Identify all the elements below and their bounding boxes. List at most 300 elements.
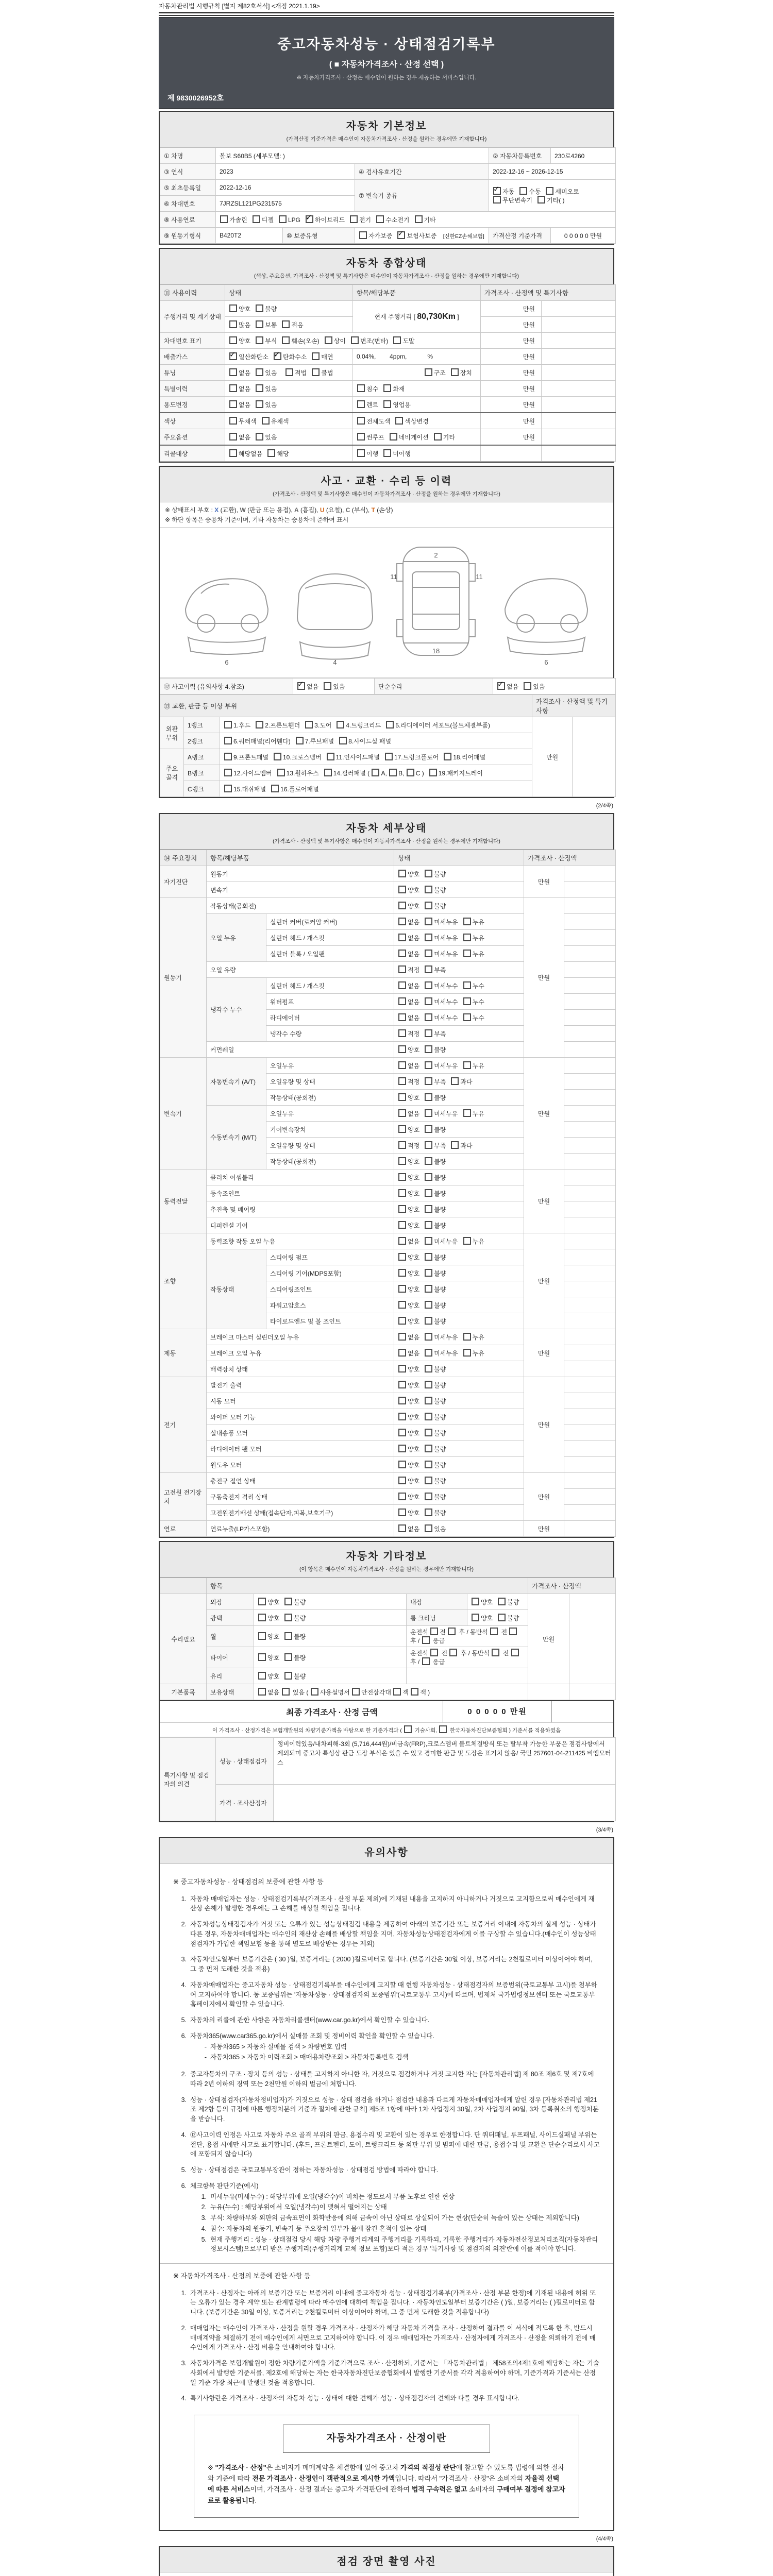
checkbox-미세누유[interactable]: 미세누유 bbox=[424, 1110, 458, 1117]
checkbox-적정[interactable]: 적정 bbox=[398, 1030, 419, 1038]
checkbox-panel-7.루브패널[interactable]: 7.루브패널 bbox=[295, 738, 334, 745]
checkbox-양호[interactable]: 양호 bbox=[398, 1126, 419, 1133]
blank-cell bbox=[564, 1297, 616, 1313]
checkbox-없음[interactable]: 없음 bbox=[398, 1062, 419, 1070]
blank-cell bbox=[564, 1042, 616, 1058]
checkbox-있음[interactable]: 있음 bbox=[255, 369, 277, 377]
checkbox-디젤[interactable]: 디젤 bbox=[252, 216, 274, 224]
checkbox-누수[interactable]: 누수 bbox=[463, 998, 484, 1006]
checkbox-양호[interactable]: 양호 bbox=[398, 1222, 419, 1229]
section-detail-state bbox=[159, 813, 614, 1538]
checkbox-panel-1.후드[interactable]: 1.후드 bbox=[224, 722, 250, 729]
state-cell bbox=[225, 413, 353, 429]
checkbox-없음[interactable]: 없음 bbox=[229, 369, 250, 377]
checkbox[interactable] bbox=[422, 1657, 430, 1665]
section-header bbox=[160, 112, 613, 147]
checkbox-양호[interactable]: 양호 bbox=[398, 1174, 419, 1181]
row-label: 차대번호 표기 bbox=[160, 333, 225, 349]
checkbox-일산화탄소[interactable]: ✓ 일산화탄소 bbox=[229, 353, 268, 361]
blank-cell bbox=[542, 349, 616, 365]
checkbox-양호[interactable]: 양호 bbox=[398, 1414, 419, 1421]
checkbox-양호[interactable]: 양호 bbox=[471, 1615, 493, 1622]
checkbox-panel-8.사이드실 패널[interactable]: 8.사이드실 패널 bbox=[339, 738, 391, 745]
checkbox-누유[interactable]: 누유 bbox=[463, 951, 484, 958]
section-title: 자동차 기본정보 bbox=[346, 121, 427, 132]
notice-item-text: 매매업자는 매수인이 가격조사 · 산정을 원할 경우 가격조사 · 산정자가 해당 자동차 가격을 조사 · 산정하여 결과를 이 서식에 적도록 한 후, 반드시 매매계약을 체결하기 전에 매수인에게 서면으로 고지하여야 합니다. 이 경우 매매업자는 가격조사 · 산정자에게 가격조사 · 산정을 의뢰하기 전에 매수인에게 가격조사 · 산정 비용을 안내하여야 합니다. bbox=[190, 2324, 596, 2351]
notice-item-text: 가격조사 · 산정자는 아래의 보증기간 또는 보증거리 이내에 중고자동차 성능 · 상태점검기록부(가격조사 · 산정 부분 한정)에 기재된 내용에 허위 또는 오류가 있는 경우 계약 또는 관계법령에 따라 매수인에 대하여 책임을 집니다. · 자동차인도일부터 보증기간은 ( )일, 보증거리는 ( )킬로미터로 합니다. (보증기간은 30일 이상, 보증거리는 2천킬로미터 이상이어야 하며, 그 중 먼저 도래한 것을 적용합니다) bbox=[190, 2289, 596, 2316]
checkbox-미세누유[interactable]: 미세누유 bbox=[424, 1238, 458, 1245]
checkbox-불량[interactable]: 불량 bbox=[424, 1414, 446, 1421]
checkbox-가솔린[interactable]: 가솔린 bbox=[220, 216, 247, 224]
checkbox-누유[interactable]: 누유 bbox=[463, 935, 484, 942]
checkbox-불량[interactable]: 불량 bbox=[424, 1398, 446, 1405]
notice-item bbox=[173, 1894, 600, 1914]
checkbox-변조(변타)[interactable]: 변조(변타) bbox=[350, 337, 388, 345]
checkbox-LPG[interactable]: LPG bbox=[278, 216, 300, 224]
checkbox-불량[interactable]: 불량 bbox=[424, 1366, 446, 1373]
checkbox-불량[interactable]: 불량 bbox=[284, 1599, 306, 1606]
blank-cell bbox=[564, 914, 616, 930]
accident-history-label: ⑫ 사고이력 (유의사항 4.참조) bbox=[160, 679, 293, 694]
checkbox-양호[interactable]: 양호 bbox=[398, 1462, 419, 1469]
checkbox-부식[interactable]: 부식 bbox=[255, 337, 277, 345]
blank-cell bbox=[564, 1185, 616, 1201]
state-cell bbox=[467, 1594, 528, 1610]
checkbox-불량[interactable]: 불량 bbox=[284, 1654, 306, 1662]
checkbox-양호[interactable]: 양호 bbox=[398, 1366, 419, 1373]
checkbox[interactable] bbox=[449, 1649, 457, 1656]
checkbox-유채색[interactable]: 유채색 bbox=[261, 418, 289, 425]
checkbox-양호[interactable]: 양호 bbox=[398, 1190, 419, 1197]
checkbox-불량[interactable]: 불량 bbox=[424, 1254, 446, 1261]
checkbox-불량[interactable]: 불량 bbox=[424, 1190, 446, 1197]
checkbox-누수[interactable]: 누수 bbox=[463, 982, 484, 990]
field-value-car-name: 볼보 S60B5 (세부모델: ) bbox=[216, 148, 489, 164]
checkbox-불량[interactable]: 불량 bbox=[284, 1633, 306, 1640]
checkbox-불량[interactable]: 불량 bbox=[424, 1094, 446, 1101]
checkbox-불량[interactable]: 불량 bbox=[424, 1430, 446, 1437]
checkbox-미세누유[interactable]: 미세누유 bbox=[424, 1334, 458, 1341]
checkbox-양호[interactable]: 양호 bbox=[398, 1398, 419, 1405]
checkbox-불량[interactable]: 불량 bbox=[424, 1478, 446, 1485]
checkbox-부족[interactable]: 부족 bbox=[424, 1030, 446, 1038]
checkbox-보통[interactable]: 보통 bbox=[255, 321, 277, 329]
blank-cell bbox=[564, 1201, 616, 1217]
checkbox-양호[interactable]: 양호 bbox=[398, 1302, 419, 1309]
checkbox[interactable] bbox=[404, 1725, 412, 1733]
checkbox-적법[interactable]: 적법 bbox=[285, 369, 307, 377]
checkbox-미세누유[interactable]: 미세누유 bbox=[424, 935, 458, 942]
notice-item bbox=[173, 2394, 600, 2403]
checkbox-양호[interactable]: 양호 bbox=[398, 1254, 419, 1261]
accident-flags-table bbox=[160, 678, 616, 694]
panel-rank-table bbox=[160, 694, 616, 797]
checkbox[interactable] bbox=[430, 1649, 438, 1656]
checkbox-없음[interactable]: 없음 bbox=[398, 919, 419, 926]
accident-history-choice bbox=[293, 679, 375, 694]
checkbox[interactable] bbox=[282, 1688, 290, 1696]
price-cell: 만원 bbox=[481, 333, 542, 349]
checkbox-부족[interactable]: 부족 bbox=[424, 1142, 446, 1149]
checkbox-미세누유[interactable]: 미세누유 bbox=[424, 1350, 458, 1357]
checkbox-미이행[interactable]: 미이행 bbox=[383, 450, 411, 457]
checkbox-과다[interactable]: 과다 bbox=[450, 1078, 472, 1086]
section-title: 자동차 세부상태 bbox=[346, 823, 427, 834]
blank-cell bbox=[564, 994, 616, 1010]
checkbox-양호[interactable]: 양호 bbox=[258, 1673, 279, 1680]
checkbox-이행[interactable]: 이행 bbox=[357, 450, 378, 457]
checkbox-세미오토[interactable]: 세미오토 bbox=[545, 188, 579, 195]
rank-label: B랭크 bbox=[184, 765, 220, 781]
column-header bbox=[160, 1578, 207, 1594]
checkbox[interactable] bbox=[511, 1649, 519, 1656]
checkbox[interactable] bbox=[430, 1628, 438, 1635]
field-value-engine-type: B420T2 bbox=[216, 228, 283, 244]
checkbox[interactable] bbox=[393, 1688, 401, 1696]
checkbox-불량[interactable]: 불량 bbox=[424, 871, 446, 878]
checkbox-panel-12.사이드멤버[interactable]: 12.사이드멤버 bbox=[224, 770, 272, 777]
notice-item-text: 자동차 매매업자는 성능 · 상태점검기록부(가격조사 · 산정 부분 제외)에 기재된 내용을 고지하지 아니하거나 거짓으로 고지함으로써 매수인에게 재산상 손해가 발생한 경우에는 그 손해를 배상할 책임을 집니다. bbox=[190, 1895, 595, 1912]
checkbox-미세누수[interactable]: 미세누수 bbox=[424, 998, 458, 1006]
state-cell bbox=[394, 1457, 524, 1473]
checkbox-있음[interactable]: 있음 bbox=[424, 1526, 446, 1533]
checkbox-누유[interactable]: 누유 bbox=[463, 1110, 484, 1117]
checkbox-panel-18.리어패널[interactable]: 18.리어패널 bbox=[443, 754, 485, 761]
rank-label: A랭크 bbox=[184, 749, 220, 765]
checkbox-양호[interactable]: 양호 bbox=[398, 1046, 419, 1054]
checkbox-없음[interactable]: 없음 bbox=[398, 1526, 419, 1533]
checkbox[interactable] bbox=[492, 1649, 499, 1656]
symbol-X: X bbox=[214, 506, 219, 514]
price-cell: 만원 bbox=[481, 349, 542, 365]
checkbox-화재[interactable]: 화재 bbox=[383, 385, 405, 393]
checkbox-불량[interactable]: 불량 bbox=[424, 1174, 446, 1181]
checkbox-상이[interactable]: 상이 bbox=[324, 337, 346, 345]
checkbox-양호[interactable]: 양호 bbox=[258, 1654, 279, 1662]
checkbox-불량[interactable]: 불량 bbox=[424, 1494, 446, 1501]
checkbox-도말[interactable]: 도말 bbox=[393, 337, 414, 345]
checkbox-없음[interactable]: ✓ 없음 bbox=[297, 683, 318, 690]
checkbox-panel-2.프론트휀더[interactable]: 2.프론트휀더 bbox=[255, 722, 300, 729]
checkbox-자가보증[interactable]: 자가보증 bbox=[359, 232, 392, 240]
checkbox-미세누수[interactable]: 미세누수 bbox=[424, 1014, 458, 1022]
subgroup-label: 냉각수 누수 bbox=[207, 978, 266, 1042]
device-group-label: 원동기 bbox=[160, 898, 207, 1058]
checkbox-없음[interactable]: 없음 bbox=[229, 401, 250, 409]
subgroup-label: 자동변속기 (A/T) bbox=[207, 1058, 266, 1106]
state-cell bbox=[254, 1626, 407, 1647]
symbol-T: T bbox=[371, 506, 375, 514]
checkbox-양호[interactable]: 양호 bbox=[398, 871, 419, 878]
checkbox-양호[interactable]: 양호 bbox=[471, 1599, 493, 1606]
checkbox-양호[interactable]: 양호 bbox=[398, 903, 419, 910]
checkbox-양호[interactable]: 양호 bbox=[398, 1494, 419, 1501]
checkbox[interactable] bbox=[411, 1688, 418, 1696]
checkbox-침수[interactable]: 침수 bbox=[357, 385, 378, 393]
checkbox-미세누수[interactable]: 미세누수 bbox=[424, 982, 458, 990]
checkbox-불량[interactable]: 불량 bbox=[284, 1673, 306, 1680]
checkbox-panel-6.쿼터패널(리어휀다)[interactable]: 6.쿼터패널(리어휀다) bbox=[224, 738, 291, 745]
state-cell bbox=[394, 1170, 524, 1185]
checkbox-누유[interactable]: 누유 bbox=[463, 1334, 484, 1341]
checkbox-불량[interactable]: 불량 bbox=[255, 306, 277, 313]
inspector-remarks-label: 성능 · 상태점검자 bbox=[216, 1738, 274, 1785]
item-label: 추진축 및 베어링 bbox=[207, 1201, 394, 1217]
checkbox[interactable] bbox=[509, 1628, 517, 1635]
notice-item bbox=[173, 2359, 600, 2387]
checkbox-불량[interactable]: 불량 bbox=[424, 1510, 446, 1517]
state-cell bbox=[225, 333, 481, 349]
checkbox-panel-14.필러패널 ( □A, □B, □C )[interactable]: 14.필러패널 ( A, B, C ) bbox=[324, 770, 424, 777]
checkbox-양호[interactable]: 양호 bbox=[398, 1430, 419, 1437]
checkbox-기타( )[interactable]: 기타( ) bbox=[537, 197, 565, 204]
checkbox-부족[interactable]: 부족 bbox=[424, 1078, 446, 1086]
checkbox-적정[interactable]: 적정 bbox=[398, 1078, 419, 1086]
document-title: 중고자동차성능 · 상태점검기록부 bbox=[277, 37, 496, 52]
checkbox-있음[interactable]: 있음 bbox=[255, 385, 277, 393]
notice-item-text: 체크항목 판단기준(예시) 1. 미세누유(미세누수) : 해당부위에 오일(냉각수)이 비치는 정도로서 부품 노후로 인한 현상 2. 누유(누수) : 해당부위에서 오일(냉각수)이 맺혀서 떨어지는 상태 3. 부식: 차량하부와 외판의 금속표면이 화학반응에 의해 금속이 아닌 상태로 상실되어 가는 현상(단순히 녹슬어 있는 상태는 제외합니다) 4. 침수: 자동차의 원동기, 변속기 등 주요장치 일부가 물에 잠긴 흔적이 있는 상태 5. 현재 주행거리 : 성능 · 상태점검 당시 해당 차량 주행거리계의 주행거리를 기록하되, 기록한 주행거리가 자동차전산정보처리조직(자동차관리정보시스템)으로부터 받은 주행거리(주행거리계 교체 정보 포함)보다 적은 경우 '특기사항 및 점검자의 의견'란에 이를 적어야 합니다. bbox=[190, 2181, 600, 2255]
checkbox-구조[interactable]: 구조 bbox=[424, 369, 446, 377]
checkbox-영업용[interactable]: 영업용 bbox=[383, 401, 411, 409]
checkbox-불량[interactable]: 불량 bbox=[424, 1158, 446, 1165]
blank-cell bbox=[564, 1393, 616, 1409]
checkbox-양호[interactable]: 양호 bbox=[258, 1615, 279, 1622]
state-cell bbox=[394, 1425, 524, 1441]
checkbox-양호[interactable]: 양호 bbox=[398, 1446, 419, 1453]
checkbox-렌트[interactable]: 렌트 bbox=[357, 401, 378, 409]
checkbox[interactable] bbox=[372, 769, 379, 776]
checkbox-불량[interactable]: 불량 bbox=[284, 1615, 306, 1622]
checkbox-양호[interactable]: 양호 bbox=[258, 1599, 279, 1606]
item-label: 와이퍼 모터 기능 bbox=[207, 1409, 394, 1425]
checkbox-네비게이션[interactable]: 네비게이션 bbox=[389, 434, 429, 441]
checkbox-없음[interactable]: ✓ 없음 bbox=[497, 683, 518, 690]
checkbox-자동[interactable]: ✓자동 bbox=[493, 188, 514, 195]
checkbox-panel-19.패키지트레이[interactable]: 19.패키지트레이 bbox=[429, 770, 483, 777]
applied-standard-note: 이 가격조사 · 산정가격은 보험개발원의 차량기준가액을 바탕으로 한 기준가격과 ( 기술사회, 한국자동차진단보증협회 ) 기준서를 적용하였음 bbox=[160, 1723, 613, 1737]
panel-number: 11 bbox=[476, 573, 483, 581]
price-cell: 만원 bbox=[481, 429, 542, 446]
checkbox-양호[interactable]: 양호 bbox=[229, 306, 250, 313]
checkbox[interactable] bbox=[439, 1725, 447, 1733]
checkbox-있음[interactable]: 있음 bbox=[255, 401, 277, 409]
checkbox-불량[interactable]: 불량 bbox=[424, 1286, 446, 1293]
checkbox-누유[interactable]: 누유 bbox=[463, 1350, 484, 1357]
checkbox-panel-13.휠하우스[interactable]: 13.휠하우스 bbox=[277, 770, 319, 777]
state-cell bbox=[394, 978, 524, 994]
device-group-label: 변속기 bbox=[160, 1058, 207, 1170]
simple-repair-label: 단순수리 bbox=[375, 679, 493, 694]
checkbox-해당[interactable]: 해당 bbox=[267, 450, 289, 457]
checkbox-없음[interactable]: 없음 bbox=[398, 1110, 419, 1117]
checkbox-없음[interactable]: 없음 bbox=[398, 1238, 419, 1245]
checkbox-없음[interactable]: 없음 bbox=[398, 998, 419, 1006]
checkbox-많음[interactable]: 많음 bbox=[229, 321, 250, 329]
blank-cell bbox=[564, 1249, 616, 1265]
checkbox-양호[interactable]: 양호 bbox=[398, 1286, 419, 1293]
checkbox-수소전기[interactable]: 수소전기 bbox=[376, 216, 409, 224]
checkbox-양호[interactable]: 양호 bbox=[398, 1478, 419, 1485]
rank-items bbox=[220, 765, 532, 781]
checkbox-적정[interactable]: 적정 bbox=[398, 967, 419, 974]
checkbox-불량[interactable]: 불량 bbox=[424, 1046, 446, 1054]
checkbox-전기[interactable]: 전기 bbox=[349, 216, 371, 224]
state-cell bbox=[394, 1409, 524, 1425]
checkbox-panel-16.플로어패널[interactable]: 16.플로어패널 bbox=[271, 786, 319, 793]
checkbox-누유[interactable]: 누유 bbox=[463, 1238, 484, 1245]
checkbox-미세누유[interactable]: 미세누유 bbox=[424, 919, 458, 926]
checkbox-양호[interactable]: 양호 bbox=[398, 1318, 419, 1325]
checkbox-panel-10.크로스멤버[interactable]: 10.크로스멤버 bbox=[273, 754, 322, 761]
checkbox-과다[interactable]: 과다 bbox=[450, 1142, 472, 1149]
checkbox-적음[interactable]: 적음 bbox=[281, 321, 303, 329]
checkbox[interactable] bbox=[448, 1628, 456, 1635]
checkbox-매연[interactable]: 매연 bbox=[311, 353, 333, 361]
checkbox-없음[interactable]: 없음 bbox=[398, 951, 419, 958]
checkbox-미세누유[interactable]: 미세누유 bbox=[424, 1062, 458, 1070]
inspector-remarks-text: 정비이력있음/내차피해-3회 (5,716,444원)/비금속(FRP),크로스멤버 볼트체결방식 또는 탈부착 가능한 부품은 점검사항에서 제외되며 중고차 특성상 판금 도장 부식은 있을 수 있고 경미한 판금 및 도장은 표기치 않음/ 국민 257601-04-211425 비엠모터스 bbox=[274, 1738, 616, 1785]
state-cell bbox=[394, 1345, 524, 1361]
page-mark: (4/4쪽) bbox=[596, 2536, 613, 2543]
checkbox-불량[interactable]: 불량 bbox=[424, 1446, 446, 1453]
checkbox-불량[interactable]: 불량 bbox=[424, 903, 446, 910]
checkbox-없음[interactable]: 없음 bbox=[398, 935, 419, 942]
checkbox-panel-15.대쉬패널[interactable]: 15.대쉬패널 bbox=[224, 786, 266, 793]
checkbox[interactable] bbox=[258, 1688, 266, 1696]
checkbox-기타[interactable]: 기타 bbox=[433, 434, 455, 441]
checkbox-양호[interactable]: 양호 bbox=[258, 1633, 279, 1640]
checkbox[interactable] bbox=[311, 1688, 318, 1696]
checkbox-불량[interactable]: 불량 bbox=[424, 1126, 446, 1133]
checkbox-탄화수소[interactable]: ✓ 탄화수소 bbox=[273, 353, 307, 361]
checkbox-있음[interactable]: 있음 bbox=[323, 683, 345, 690]
checkbox-누수[interactable]: 누수 bbox=[463, 1014, 484, 1022]
row-label: 용도변경 bbox=[160, 397, 225, 413]
state-cell bbox=[225, 317, 353, 333]
notice-item-number: 6. bbox=[181, 2182, 187, 2190]
checkbox[interactable] bbox=[422, 1636, 430, 1644]
checkbox-panel-9.프론트패널[interactable]: 9.프론트패널 bbox=[224, 754, 268, 761]
checkbox-적정[interactable]: 적정 bbox=[398, 1142, 419, 1149]
blank-cell bbox=[569, 1594, 616, 1684]
checkbox-있음[interactable]: 있음 bbox=[255, 434, 277, 441]
checkbox[interactable] bbox=[352, 1688, 360, 1696]
checkbox-보험사보증[interactable]: ✓ 보험사보증 bbox=[397, 232, 436, 240]
checkbox[interactable] bbox=[407, 769, 414, 776]
checkbox-불량[interactable]: 불량 bbox=[424, 1462, 446, 1469]
checkbox-없음[interactable]: 없음 bbox=[398, 1334, 419, 1341]
blank-cell bbox=[542, 381, 616, 397]
field-value-reg-no: 230로4260 bbox=[551, 148, 616, 164]
notice-item-number: 1. bbox=[181, 2289, 187, 2297]
state-cell bbox=[394, 1217, 524, 1233]
etc-info-table bbox=[160, 1578, 616, 1700]
section-etc-info bbox=[159, 1541, 614, 1822]
notice-subitem bbox=[193, 2235, 600, 2255]
checkbox-없음[interactable]: 없음 bbox=[398, 1350, 419, 1357]
device-group-label: 조향 bbox=[160, 1233, 207, 1329]
checkbox-불량[interactable]: 불량 bbox=[424, 1302, 446, 1309]
notice-item bbox=[173, 1920, 600, 1948]
checkbox-양호[interactable]: 양호 bbox=[398, 1382, 419, 1389]
checkbox-불량[interactable]: 불량 bbox=[424, 1270, 446, 1277]
checkbox-전체도색[interactable]: 전체도색 bbox=[357, 418, 390, 425]
checkbox-없음[interactable]: 없음 bbox=[398, 982, 419, 990]
checkbox-양호[interactable]: 양호 bbox=[398, 887, 419, 894]
checkbox-panel-3.도어[interactable]: 3.도어 bbox=[305, 722, 331, 729]
state-cell bbox=[394, 1393, 524, 1409]
checkbox[interactable] bbox=[389, 769, 397, 776]
field-value-first-reg: 2022-12-16 bbox=[216, 180, 355, 196]
checkbox-양호[interactable]: 양호 bbox=[398, 1158, 419, 1165]
checkbox-수동[interactable]: 수동 bbox=[519, 188, 541, 195]
checkbox-누유[interactable]: 누유 bbox=[463, 1062, 484, 1070]
notice-item bbox=[173, 2165, 600, 2175]
checkbox-양호[interactable]: 양호 bbox=[398, 1094, 419, 1101]
checkbox-썬루프[interactable]: 썬루프 bbox=[357, 434, 384, 441]
checkbox-양호[interactable]: 양호 bbox=[398, 1206, 419, 1213]
checkbox-panel-11.인사이드패널[interactable]: 11.인사이드패널 bbox=[326, 754, 380, 761]
notice-item-number: 4. bbox=[181, 1981, 187, 1989]
checkbox-색상변경[interactable]: 색상변경 bbox=[395, 418, 428, 425]
checkbox-있음[interactable]: 있음 bbox=[523, 683, 545, 690]
item-cell bbox=[353, 413, 481, 429]
rank-items bbox=[220, 717, 532, 733]
item-label: 유리 bbox=[207, 1668, 254, 1684]
checkbox-양호[interactable]: 양호 bbox=[229, 337, 250, 345]
checkbox-부족[interactable]: 부족 bbox=[424, 967, 446, 974]
checkbox-없음[interactable]: 없음 bbox=[229, 434, 250, 441]
price-cell: 만원 bbox=[481, 413, 542, 429]
checkbox-panel-5.라디에이터 서포트(볼트체결부품)[interactable]: 5.라디에이터 서포트(볼트체결부품) bbox=[385, 722, 490, 729]
checkbox-양호[interactable]: 양호 bbox=[398, 1510, 419, 1517]
checkbox-양호[interactable]: 양호 bbox=[398, 1270, 419, 1277]
checkbox-panel-4.트렁크리드[interactable]: 4.트렁크리드 bbox=[336, 722, 381, 729]
notice-item bbox=[173, 2070, 600, 2089]
checkbox-무채색[interactable]: 무채색 bbox=[229, 418, 257, 425]
checkbox-무단변속기[interactable]: 무단변속기 bbox=[493, 197, 532, 204]
checkbox-훼손(오손)[interactable]: 훼손(오손) bbox=[281, 337, 319, 345]
checkbox-불량[interactable]: 불량 bbox=[424, 1318, 446, 1325]
checkbox-없음[interactable]: 없음 bbox=[229, 385, 250, 393]
checkbox-해당없음[interactable]: 해당없음 bbox=[229, 450, 262, 457]
final-price-value: 0 0 0 0 0 만원 bbox=[443, 1701, 552, 1722]
checkbox-불량[interactable]: 불량 bbox=[424, 1382, 446, 1389]
checkbox-기타[interactable]: 기타 bbox=[414, 216, 436, 224]
checkbox-미세누유[interactable]: 미세누유 bbox=[424, 951, 458, 958]
checkbox-장치[interactable]: 장치 bbox=[450, 369, 472, 377]
checkbox-panel-17.트렁크플로어[interactable]: 17.트렁크플로어 bbox=[384, 754, 439, 761]
checkbox-불량[interactable]: 불량 bbox=[424, 1222, 446, 1229]
notice-subitem-text: 현재 주행거리 : 성능 · 상태점검 당시 해당 차량 주행거리계의 주행거리를 기록하되, 기록한 주행거리가 자동차전산정보처리조직(자동차관리정보시스템)으로부터 받은 주행거리(주행거리계 교체 정보 포함)보다 적은 경우 '특기사항 및 점검자의 의견'란에 이를 적어야 합니다. bbox=[210, 2235, 598, 2253]
checkbox-불량[interactable]: 불량 bbox=[424, 887, 446, 894]
blank-cell bbox=[564, 1473, 616, 1489]
checkbox-불량[interactable]: 불량 bbox=[497, 1599, 519, 1606]
column-header: 상태 bbox=[225, 285, 353, 301]
field-value-transmission bbox=[489, 180, 616, 212]
checkbox-불법[interactable]: 불법 bbox=[311, 369, 333, 377]
checkbox[interactable] bbox=[490, 1628, 498, 1635]
checkbox-불량[interactable]: 불량 bbox=[497, 1615, 519, 1622]
checkbox-불량[interactable]: 불량 bbox=[424, 1206, 446, 1213]
checkbox-누유[interactable]: 누유 bbox=[463, 919, 484, 926]
rank-label: C랭크 bbox=[184, 781, 220, 797]
checkbox-하이브리드[interactable]: ✓ 하이브리드 bbox=[305, 216, 345, 224]
notice-item-text: 성능 · 상태점검자(자동차정비업자)가 거짓으로 성능 · 상태 점검을 하거나 점검한 내용과 다르게 자동차매매업자에게 알린 경우 [자동차관리법 제21조 제2항 등의 규정에 따른 행정처분의 기준과 절차에 관한 규칙] 제5조 1항에 따라 1차 사업정지 30일, 2차 사업정지 90일, 3차 등록취소의 행정처분을 받습니다. bbox=[190, 2096, 599, 2123]
checkbox-없음[interactable]: 없음 bbox=[398, 1014, 419, 1022]
state-cell bbox=[394, 882, 524, 898]
notice-heading-1: ※ 중고자동차성능 · 상태점검의 보증에 관한 사항 등 bbox=[173, 1878, 324, 1886]
